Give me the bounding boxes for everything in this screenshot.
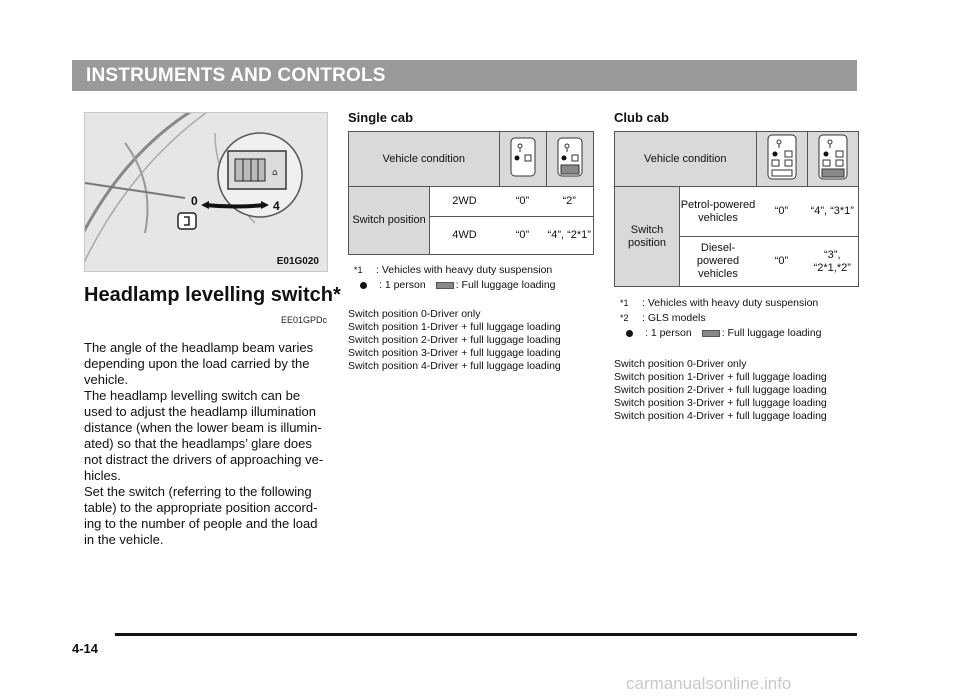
single-cab-notes [354,264,556,294]
drive-4wd-label: 4WD [430,217,500,255]
section-code: EE01GPDc [281,315,328,325]
person-dot-icon [626,330,633,337]
luggage-note: : Full luggage loading [721,327,822,339]
club-cab-table [614,131,859,287]
position-line: Switch position 4-Driver + full luggage loading [614,410,827,422]
4wd-luggage-position: “4”, “2*1” [546,217,593,255]
svg-text:⌂: ⌂ [272,168,278,178]
position-line: Switch position 0-Driver only [348,308,481,320]
club-cab-heading: Club cab [614,110,669,125]
watermark: carmanualsonline.info [626,674,792,693]
body-paragraph: The angle of the headlamp beam varies depending upon the load carried by the vehicle. [84,340,314,387]
diesel-luggage-position: “3”, “2*1,*2” [807,237,858,287]
page-number: 4-14 [72,641,99,656]
person-note: : 1 person [379,279,426,291]
diesel-label: Diesel-powered vehicles [680,237,757,287]
footnote-mark: *1 [354,265,363,275]
headlamp-switch-illustration [84,112,328,272]
4wd-no-load-position: “0” [499,217,546,255]
body-paragraph: The headlamp levelling switch can be used to adjust the headlamp illumination distance (when the lower beam is illumin-ated) so that the headlamps’ glare does not distract the drivers of approaching ve-hicles. [84,388,324,483]
heavy-duty-note: : Vehicles with heavy duty suspension [376,264,553,276]
luggage-note: : Full luggage loading [455,279,556,291]
dial-max-label: 4 [273,199,280,213]
luggage-icon [702,330,720,337]
footer-rule [115,633,857,636]
vehicle-diagram-1-person [756,132,807,187]
section-banner [72,60,857,91]
heavy-duty-note: : Vehicles with heavy duty suspension [642,297,819,309]
club-cab-notes [620,297,822,342]
club-cab-luggage-icon [816,133,850,181]
single-cab-positions [348,308,561,373]
vehicle-condition-header: Vehicle condition [349,132,500,187]
gls-note: : GLS models [642,312,706,324]
vehicle-diagram-1-person [499,132,546,187]
vehicle-diagram-1-person-luggage [807,132,858,187]
petrol-no-load-position: “0” [756,187,807,237]
vehicle-condition-header: Vehicle condition [615,132,757,187]
position-line: Switch position 2-Driver + full luggage loading [348,334,561,346]
2wd-no-load-position: “0” [499,187,546,217]
person-note: : 1 person [645,327,692,339]
section-body [84,340,326,548]
dashboard-drawing [85,113,327,271]
position-line: Switch position 3-Driver + full luggage loading [348,347,561,359]
single-cab-table [348,131,594,255]
banner-title: INSTRUMENTS AND CONTROLS [86,65,386,86]
body-paragraph: Set the switch (referring to the following table) to the appropriate position accord-ing to the number of people and the load in the vehicle. [84,484,318,547]
single-cab-luggage-icon [555,136,585,178]
club-cab-1-person-icon [765,133,799,181]
figure-code: E01G020 [276,256,319,267]
position-line: Switch position 2-Driver + full luggage loading [614,384,827,396]
footnote-mark: *1 [620,298,629,308]
person-dot-icon [360,282,367,289]
2wd-luggage-position: “2” [546,187,593,217]
position-line: Switch position 3-Driver + full luggage loading [614,397,827,409]
diesel-no-load-position: “0” [756,237,807,287]
club-cab-positions [614,358,827,423]
position-line: Switch position 1-Driver + full luggage loading [348,321,561,333]
position-line: Switch position 1-Driver + full luggage loading [614,371,827,383]
vehicle-diagram-1-person-luggage [546,132,593,187]
petrol-luggage-position: “4”, “3*1” [807,187,858,237]
petrol-label: Petrol-powered vehicles [680,187,757,237]
section-title: Headlamp levelling switch* [84,284,341,306]
footnote-mark: *2 [620,313,629,323]
single-cab-heading: Single cab [348,110,414,125]
dial-min-label: 0 [191,194,198,208]
switch-position-label: Switch position [615,187,680,287]
position-line: Switch position 4-Driver + full luggage loading [348,360,561,372]
position-line: Switch position 0-Driver only [614,358,747,370]
switch-position-label: Switch position [349,187,430,255]
single-cab-1-person-icon [508,136,538,178]
luggage-icon [436,282,454,289]
drive-2wd-label: 2WD [430,187,500,217]
